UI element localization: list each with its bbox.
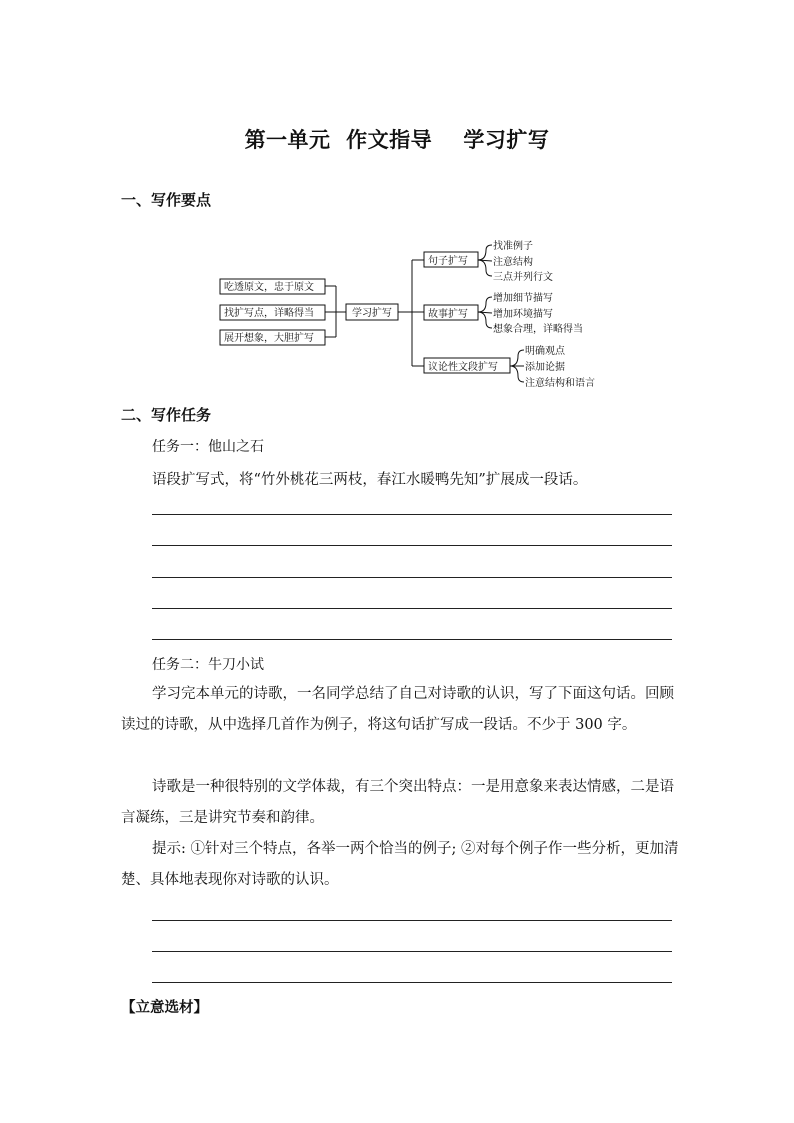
answer-line[interactable] <box>152 639 672 640</box>
branch-1-item-2: 注意结构 <box>493 257 533 268</box>
task2-paragraph-1: 学习完本单元的诗歌，一名同学总结了自己对诗歌的认识，写了下面这句话。回顾读过的诗歌，从中选择几首作为例子，将这句话扩写成一段话。不少于 300 字。 <box>121 686 674 733</box>
answer-line[interactable] <box>152 951 672 952</box>
section-label-topic-selection: 【立意选材】 <box>121 1000 208 1016</box>
left-box-1-label: 吃透原文，忠于原文 <box>224 282 314 293</box>
branch-1-item-3: 三点并列行文 <box>493 272 553 283</box>
left-box-3-label: 展开想象，大胆扩写 <box>224 333 314 344</box>
mind-map-diagram <box>218 234 618 394</box>
branch-2-item-1: 增加细节描写 <box>493 293 553 304</box>
answer-line[interactable] <box>152 545 672 546</box>
answer-line[interactable] <box>152 514 672 515</box>
branch-1-item-1: 找准例子 <box>493 241 533 252</box>
branch-2-item-2: 增加环境描写 <box>493 309 553 320</box>
task1-prompt: 语段扩写式，将“竹外桃花三两枝，春江水暖鸭先知”扩展成一段话。 <box>152 472 588 488</box>
page-title: 第一单元 作文指导 学习扩写 <box>244 128 550 152</box>
task2-paragraph-3: 提示: ①针对三个特点，各举一两个恰当的例子; ②对每个例子作一些分析，更加清楚、具体地表现你对诗歌的认识。 <box>121 841 679 888</box>
answer-line[interactable] <box>152 577 672 578</box>
answer-line[interactable] <box>152 920 672 921</box>
branch-3-item-1: 明确观点 <box>525 346 565 357</box>
branch-2-label: 故事扩写 <box>428 309 468 320</box>
task1-title: 任务一：他山之石 <box>152 439 264 455</box>
answer-line[interactable] <box>152 608 672 609</box>
branch-3-item-3: 注意结构和语言 <box>525 378 595 389</box>
section-heading-writing-tasks: 二、写作任务 <box>121 406 212 424</box>
center-label: 学习扩写 <box>352 308 392 319</box>
section-heading-writing-points: 一、写作要点 <box>121 191 212 209</box>
branch-2-item-3: 想象合理，详略得当 <box>493 324 583 335</box>
task2-title: 任务二：牛刀小试 <box>152 657 264 673</box>
answer-line[interactable] <box>152 982 672 983</box>
branch-1-label: 句子扩写 <box>428 256 468 267</box>
left-box-2-label: 找扩写点，详略得当 <box>224 308 314 319</box>
branch-3-item-2: 添加论据 <box>525 362 565 373</box>
task2-paragraph-2: 诗歌是一种很特别的文学体裁，有三个突出特点：一是用意象来表达情感，二是语言凝练，三是讲究节奏和韵律。 <box>121 779 674 826</box>
branch-3-label: 议论性文段扩写 <box>428 362 498 373</box>
